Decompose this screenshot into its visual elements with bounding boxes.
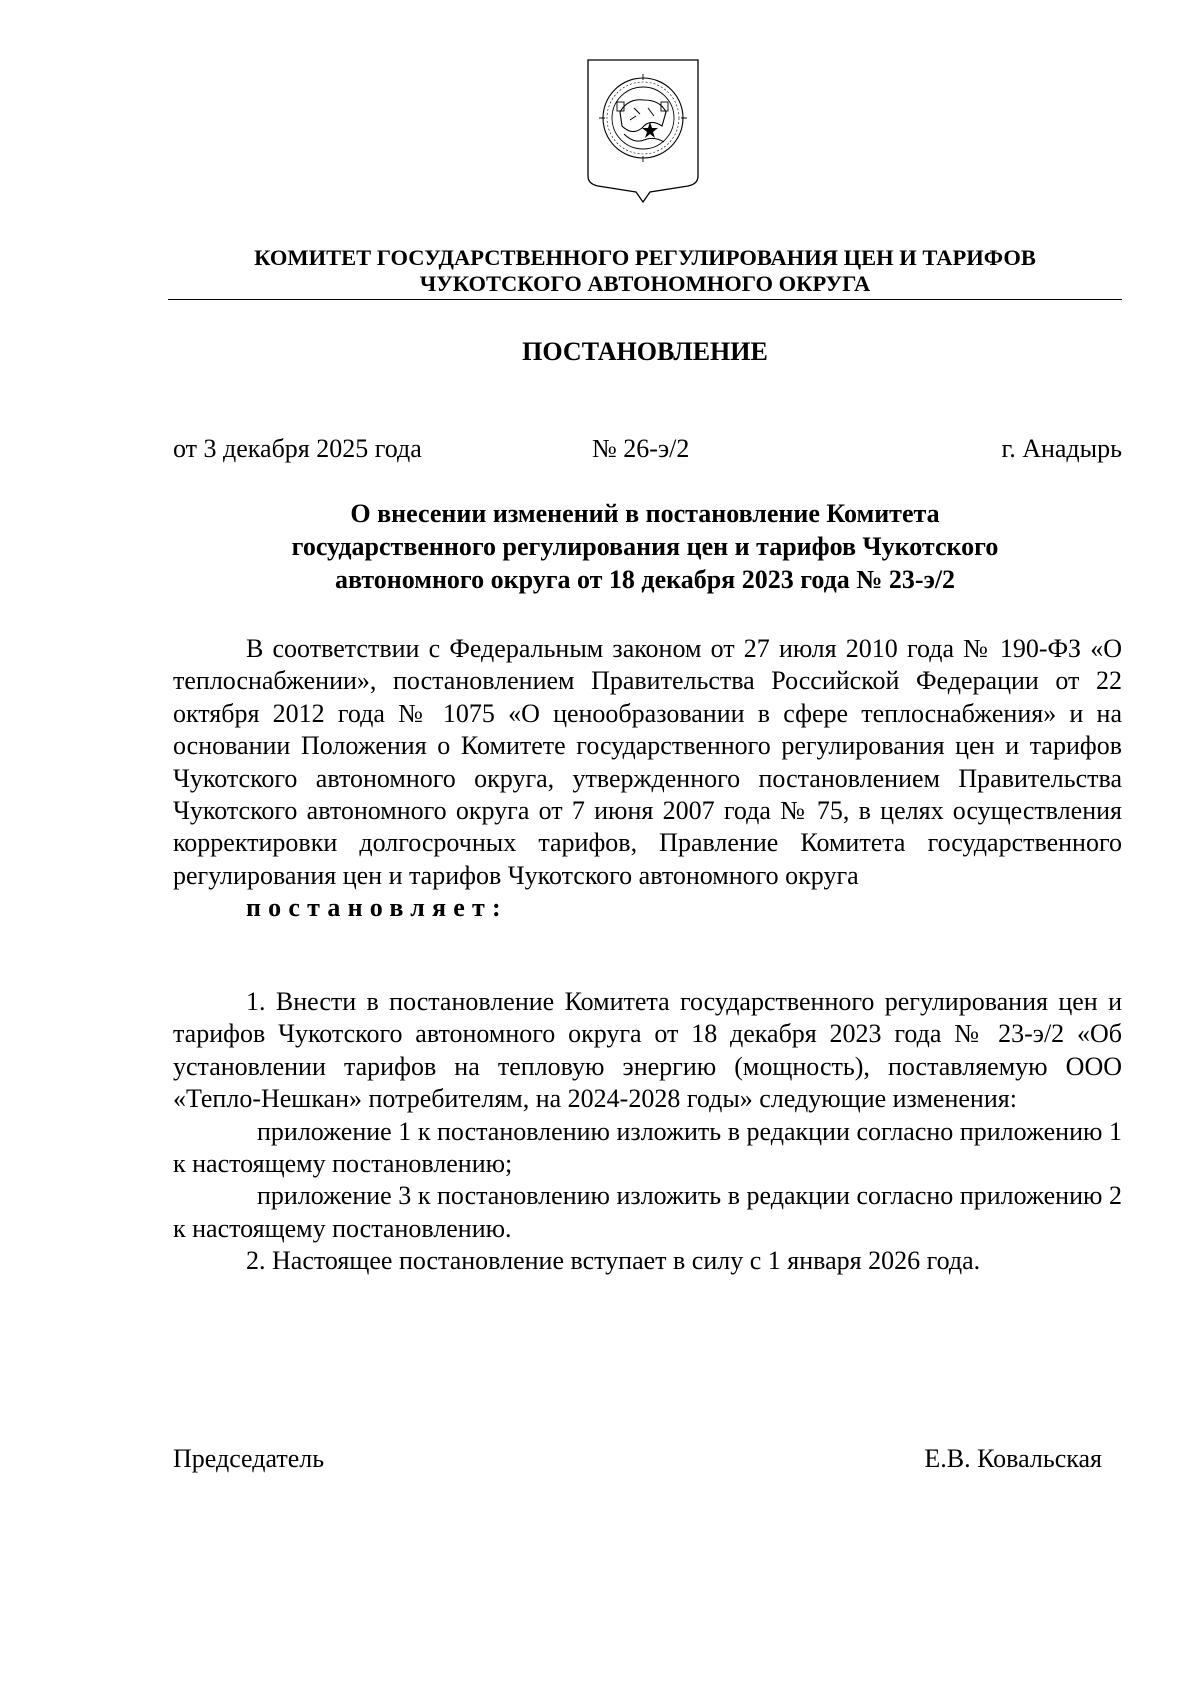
preamble-text: В соответствии с Федеральным законом от 27 июля 2010 года № 190-ФЗ «О теплоснабжении», постановлением Правительства Российской Федерации от 22 октября 2012 года № 1075 «О ценообразовании в сфере теплоснабжения» и на основании Положения о Комитете государственного регулирования цен и тарифов Чукотского автономного округа, утвержденного постановлением Правительства Чукотского автономного округа от 7 июня 2007 года № 75, в целях осуществления корректировки долгосрочных тарифов, Правление Комитета государственного регулирования цен и тарифов Чукотского автономного округа	[173, 634, 1122, 890]
subject-line-1: О внесении изменений в постановление Комитета	[350, 499, 940, 528]
document-number: № 26-э/2	[592, 434, 690, 463]
sub-item-2: приложение 3 к постановлению изложить в редакции согласно приложению 2 к настоящему постановлению.	[173, 1181, 1122, 1243]
signatory-name: Е.В. Ковальская	[924, 1444, 1102, 1473]
organization-name	[168, 245, 1122, 297]
document-date: от 3 декабря 2025 года	[173, 434, 422, 463]
subject-line-3: автономного округа от 18 декабря 2023 года № 23-э/2	[334, 565, 956, 594]
sub-item-1: приложение 1 к постановлению изложить в редакции согласно приложению 1 к настоящему постановлению;	[173, 1116, 1122, 1179]
preamble	[173, 633, 1122, 925]
resolution-items	[173, 986, 1122, 1278]
decree-word: постановляет:	[246, 893, 508, 923]
coat-of-arms-icon	[584, 56, 702, 206]
document-type: ПОСТАНОВЛЕНИЕ	[522, 337, 768, 366]
signatory-role: Председатель	[173, 1444, 325, 1473]
organization-line-1: КОМИТЕТ ГОСУДАРСТВЕННОГО РЕГУЛИРОВАНИЯ ЦЕН И ТАРИФОВ	[254, 245, 1036, 270]
subject-line-2: государственного регулирования цен и тарифов Чукотского	[291, 532, 999, 561]
item-1: 1. Внести в постановление Комитета государственного регулирования цен и тарифов Чукотского автономного округа от 18 декабря 2023 года № 23-э/2 «Об установлении тарифов на тепловую энергию (мощность), поставляемую ООО «Тепло-Нешкан» потребителям, на 2024-2028 годы» следующие изменения:	[173, 987, 1122, 1114]
document-subject	[168, 497, 1122, 596]
item-2: 2. Настоящее постановление вступает в силу с 1 января 2026 года.	[246, 1246, 981, 1276]
header-divider	[168, 299, 1122, 300]
organization-line-2: ЧУКОТСКОГО АВТОНОМНОГО ОКРУГА	[419, 271, 871, 296]
document-city: г. Анадырь	[1001, 434, 1122, 463]
